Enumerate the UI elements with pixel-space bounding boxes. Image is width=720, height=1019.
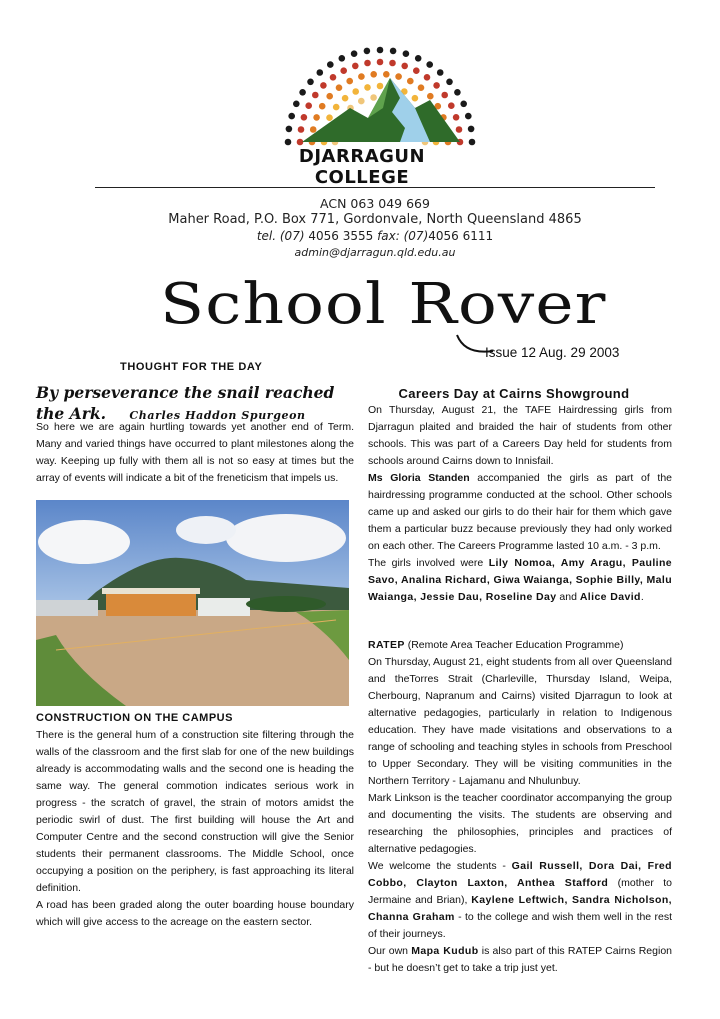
logo-dot bbox=[413, 67, 420, 74]
photo-trees bbox=[246, 596, 326, 612]
logo-dot bbox=[460, 101, 467, 108]
logo-dot bbox=[358, 73, 365, 80]
logo-dot bbox=[395, 73, 402, 80]
logo-dot bbox=[412, 95, 419, 102]
photo-cloud bbox=[38, 520, 130, 564]
logo-dot bbox=[446, 79, 453, 86]
photo-cloud bbox=[226, 514, 346, 562]
logo-dot bbox=[437, 69, 444, 76]
logo-dot bbox=[358, 98, 365, 105]
logo-dot bbox=[285, 139, 292, 146]
logo-dot bbox=[370, 94, 377, 101]
welcome-text: We welcome the students - bbox=[368, 860, 512, 872]
ratep-paragraph-4 bbox=[368, 943, 672, 977]
logo-dot bbox=[320, 82, 327, 89]
quote-text: By perseverance the snail reached the Ark. bbox=[36, 383, 335, 423]
logo-dot bbox=[313, 114, 320, 121]
photo-shed bbox=[36, 600, 98, 616]
logo-dot bbox=[352, 88, 359, 95]
own-text: Our own bbox=[368, 945, 412, 957]
logo-dot bbox=[370, 71, 377, 78]
logo-dot bbox=[326, 114, 333, 121]
logo-dot bbox=[342, 95, 349, 102]
postal-address: Maher Road, P.O. Box 771, Gordonvale, North Queensland 4865 bbox=[168, 212, 582, 227]
acn-number: ACN 063 049 669 bbox=[320, 196, 430, 211]
logo-dot bbox=[307, 79, 314, 86]
ratep-paragraph-3 bbox=[368, 858, 672, 943]
ratep-paragraph-2: Mark Linkson is the teacher coordinator accompanying the group and documenting the visits. The students are observing and researching the philosophies, principles and practices of alternative pedagogies. bbox=[368, 792, 672, 855]
period: . bbox=[640, 591, 644, 603]
logo-dot bbox=[433, 82, 440, 89]
careers-paragraph-2 bbox=[368, 470, 672, 555]
more-student-names: Kaylene Leftwich, Sandra Nicholson, Channa Graham bbox=[368, 894, 672, 923]
logo-dot bbox=[390, 48, 397, 55]
and-word: and bbox=[556, 591, 580, 603]
logo-dot bbox=[424, 74, 431, 81]
thought-heading: THOUGHT FOR THE DAY bbox=[120, 361, 263, 373]
issue-info: Issue 12 Aug. 29 2003 bbox=[485, 345, 620, 360]
last-girl-name: Alice David bbox=[579, 591, 641, 603]
campus-construction-photo bbox=[36, 500, 349, 706]
logo-dot bbox=[351, 50, 358, 57]
logo-dot bbox=[310, 126, 317, 133]
ratep-paragraph-1: On Thursday, August 21, eight students from all over Queensland and theTorres Strait (Charleville, Thursday Island, Weipa, Cherbourg, Napranum and Cairns) visited Djarragun to look at alternative pedagogies, particularly in relation to Indigenous education. They have made visitations and observations to a range of schooling and teaching styles in schools from Preschool to Upper Secondary. They will be visiting communities in the Northern Territory - Lajamanu and Nhulunbuy. bbox=[368, 656, 672, 787]
logo-dot bbox=[389, 60, 396, 67]
girls-names: Lily Nomoa, Amy Aragu, Pauline Savo, Analina Richard, Giwa Waianga, Sophie Billy, Malu Waianga, Jessie Dau, Roseline Day bbox=[368, 557, 673, 603]
tel-label: tel. (07) bbox=[256, 229, 305, 243]
logo-dot bbox=[301, 114, 308, 121]
fax-label: fax: (07) bbox=[377, 229, 429, 243]
logo-dot bbox=[377, 47, 384, 54]
logo-dot bbox=[468, 126, 475, 133]
logo-dot bbox=[305, 102, 312, 109]
careers-paragraph-3 bbox=[368, 555, 672, 606]
logo-dot bbox=[377, 83, 384, 90]
logo-dot bbox=[288, 113, 295, 120]
careers-heading: Careers Day at Cairns Showground bbox=[398, 386, 630, 401]
logo-dot bbox=[418, 84, 425, 91]
girls-intro: The girls involved were bbox=[368, 557, 489, 569]
logo-dot bbox=[427, 93, 434, 100]
logo-dot bbox=[327, 61, 334, 68]
logo-dot bbox=[454, 89, 461, 96]
logo-dot bbox=[317, 69, 324, 76]
logo-dot bbox=[326, 93, 333, 100]
logo-dot bbox=[401, 63, 408, 70]
intro-paragraph: So here we are again hurtling towards yet another end of Term. Many and varied things have occurred to plant milestones along the way. Keeping up fully with them all is not so easy at times but the array of events will indicate a bit of the freneticism that impels us. bbox=[36, 421, 354, 484]
welcome-end: - to the college and wish them well in the rest of their journeys. bbox=[368, 911, 672, 940]
college-name: DJARRAGUN COLLEGE bbox=[298, 146, 426, 188]
logo-dot bbox=[364, 60, 371, 67]
logo-dot bbox=[403, 50, 410, 57]
quote-author: Charles Haddon Spurgeon bbox=[129, 409, 306, 422]
logo-dot bbox=[465, 113, 472, 120]
photo-building-roof bbox=[102, 588, 200, 594]
ratep-heading-line bbox=[368, 637, 672, 654]
own-end: is also part of this RATEP Cairns Region - but he doesn’t get to take a trip just yet. bbox=[368, 945, 672, 974]
logo-dot bbox=[330, 74, 337, 81]
ratep-full-name: (Remote Area Teacher Education Programme) bbox=[404, 639, 624, 651]
logo-dot bbox=[364, 48, 371, 55]
mapa-kudub: Mapa Kudub bbox=[411, 945, 479, 957]
phone-fax-line bbox=[95, 229, 655, 243]
careers-paragraph-2-text: accompanied the girls as part of the hairdressing programme conducted at the school. Other schools came up and asked our girls to do their hair for them which gave them a particular buzz because previously they had only worked on each other. The Careers Programme lasted 10 a.m. - 3 p.m. bbox=[368, 472, 672, 552]
construction-heading: CONSTRUCTION ON THE CAMPUS bbox=[36, 712, 233, 724]
logo-dot bbox=[469, 139, 476, 146]
logo-dot bbox=[364, 84, 371, 91]
logo-dot bbox=[336, 84, 343, 91]
student-names: Gail Russell, Dora Dai, Fred Cobbo, Clayton Laxton, Anthea Stafford bbox=[368, 860, 672, 889]
logo-dot bbox=[340, 67, 347, 74]
logo-dot bbox=[377, 59, 384, 66]
logo-dot bbox=[312, 92, 319, 99]
photo-cloud bbox=[176, 516, 236, 544]
logo-dot bbox=[286, 126, 293, 133]
logo-dot bbox=[333, 104, 340, 111]
logo-dot bbox=[441, 92, 448, 99]
careers-article bbox=[368, 402, 672, 606]
teacher-name: Ms Gloria Standen bbox=[368, 472, 470, 484]
ratep-article bbox=[368, 637, 672, 977]
tel-number: 4056 3555 bbox=[308, 229, 374, 243]
masthead-title: School Rover bbox=[160, 272, 607, 337]
logo-dot bbox=[453, 114, 460, 121]
construction-paragraph-2: A road has been graded along the outer boarding house boundary which will give access to the acreage on the eastern sector. bbox=[36, 899, 354, 928]
logo-dot bbox=[339, 55, 346, 62]
logo-dot bbox=[407, 78, 414, 85]
logo-dot bbox=[456, 126, 463, 133]
logo-dot bbox=[319, 103, 326, 110]
ratep-acronym: RATEP bbox=[368, 639, 405, 651]
logo-dot bbox=[415, 55, 422, 62]
mother-note: (mother to Jermaine and Brian), bbox=[368, 877, 672, 906]
logo-dot bbox=[299, 89, 306, 96]
construction-article bbox=[36, 727, 354, 931]
email-address: admin@djarragun.qld.edu.au bbox=[294, 246, 456, 259]
logo-dot bbox=[298, 126, 305, 133]
logo-dot bbox=[426, 61, 433, 68]
logo-dot bbox=[346, 78, 353, 85]
logo-dot bbox=[448, 102, 455, 109]
logo-dot bbox=[293, 101, 300, 108]
logo-dot bbox=[352, 63, 359, 70]
logo-dot bbox=[383, 71, 390, 78]
construction-paragraph-1: There is the general hum of a construction site filtering through the walls of the classroom and the first slab for one of the new buildings already is accommodating walls and the second one is heading the same way. The general commotion indicates serious work in progress - the scratch of gravel, the strain of motors amidst the periodic swirl of dust. The first building will house the Art and Computer Centre and the second construction will give the Senior students their permanent classrooms. The Middle School, once occupying a position on the periphery, is fast approaching its literal definition. bbox=[36, 729, 354, 894]
photo-portable bbox=[198, 598, 250, 616]
photo-building bbox=[106, 592, 196, 616]
header-rule bbox=[95, 187, 655, 188]
fax-number: 4056 6111 bbox=[428, 229, 494, 243]
careers-paragraph-1: On Thursday, August 21, the TAFE Hairdressing girls from Djarragun plaited and braided the hair of students from other schools. This was part of a Careers Day held for students from schools around Cairns down to Innisfail. bbox=[368, 404, 672, 467]
